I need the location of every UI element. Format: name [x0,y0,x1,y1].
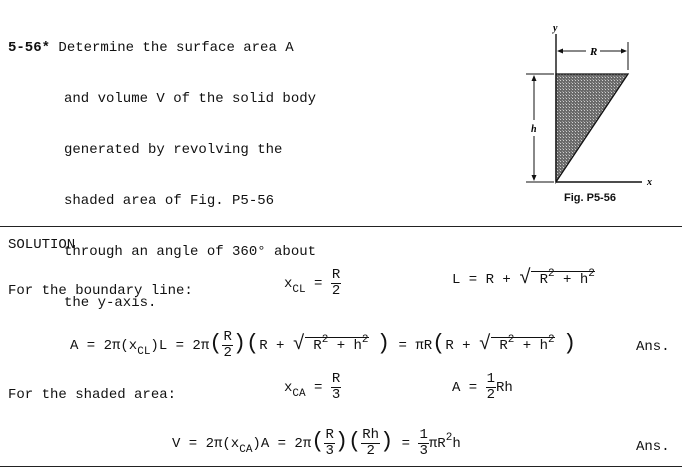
x-label: x [647,177,652,188]
eq-xca: $x_{CA}$ = $\frac{R}{3}$ [284,371,341,403]
eq-shaded-area: A = $\frac{1}{2}$ Rh [452,371,513,403]
problem-line-3: generated by revolving the [64,142,283,158]
problem-line-2: and volume V of the solid body [64,91,317,107]
problem-number: 5-56* [8,40,51,56]
h-arrow-down-icon [532,175,537,181]
boundary-line-label: For the boundary line: [8,283,193,299]
figure-p5-56 [500,20,682,210]
shaded-triangle [556,74,628,182]
r-arrow-right-icon [621,49,627,54]
problem-line-1: Determine the surface area A [58,40,294,56]
ans-area: Ans. [636,339,670,355]
problem-statement [8,6,316,329]
divider-top [0,226,682,227]
eq-area: $A = 2\pi(x_{CL})L = 2\pi$( $\frac{R}{2}$ )(R + √ $R^2 + h^2$ ) = πR(R + √ $R^2 + h^2$ ) [70,329,577,361]
figure-caption: Fig. P5-56 [564,192,616,204]
shaded-area-label: For the shaded area: [8,387,177,403]
eq-xcl: $x_{CL}$ = $\frac{R}{2}$ [284,267,341,299]
problem-line-4: shaded area of Fig. P5-56 [64,193,275,209]
y-label: y [553,23,558,34]
problem-line-5: through an angle of 360° about [64,244,317,260]
solution-heading: SOLUTION [8,237,76,253]
r-arrow-left-icon [557,49,563,54]
ans-volume: Ans. [636,439,670,455]
h-label: h [531,124,537,135]
r-label: R [590,46,598,58]
eq-length: L = R + √ $R^2 + h^2$ [452,267,595,290]
eq-volume: $V = 2\pi(x_{CA})A = 2\pi$( $\frac{R}{3}$ )( $\frac{Rh}{2}$ ) = $\frac{1}{3}$ $\pi R^2h$ [172,427,461,459]
problem-line-6: the y-axis. [64,295,157,311]
h-arrow-up-icon [532,75,537,81]
divider-bottom [0,466,682,467]
